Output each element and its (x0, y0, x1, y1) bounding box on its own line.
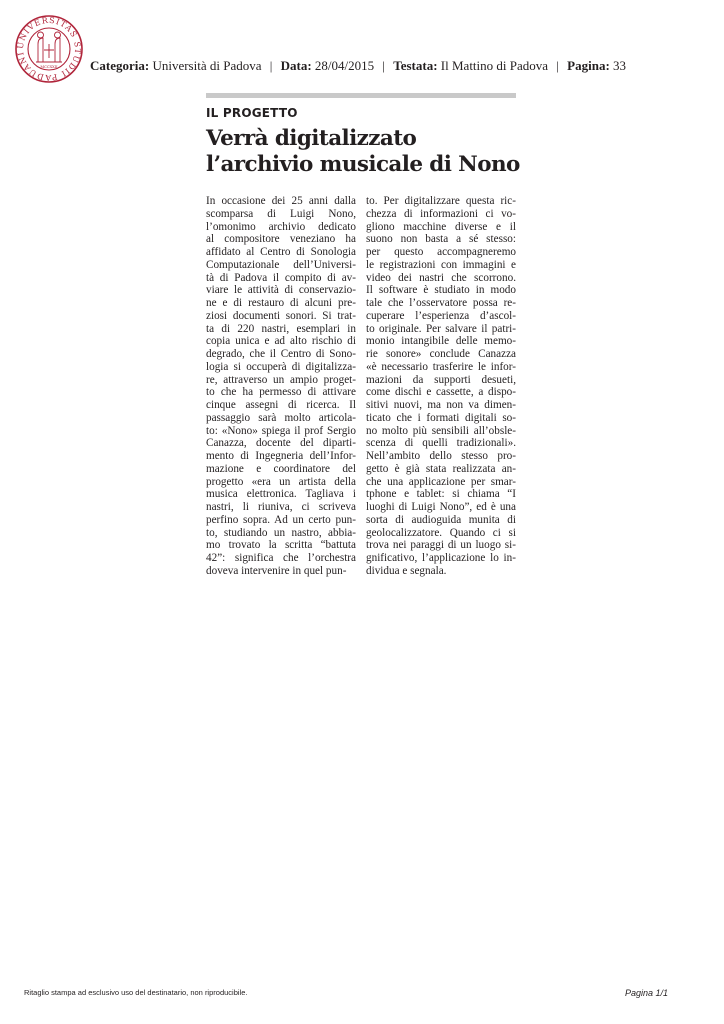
footer-disclaimer: Ritaglio stampa ad esclusivo uso del destinatario, non riproducibile. (24, 988, 248, 997)
body-text-line: rie sonore» conclude Canazza (366, 348, 516, 360)
body-text-line: In occasione dei 25 anni dalla (206, 195, 356, 207)
body-text-line: re, attraverso un ampio proget- (206, 373, 356, 386)
body-text-line: nastri, li riuniva, ci scriveva (206, 501, 356, 513)
body-text-line: mento di Ingegneria dell’Infor- (206, 450, 356, 462)
body-text-line: sorta di audioguida munita di (366, 513, 516, 526)
body-text-line: cuperare l’esperienza d’ascol- (366, 309, 516, 322)
body-column-right (366, 195, 516, 578)
body-text-line: 42”: significa che l’orchestra (206, 552, 356, 564)
body-text-line: video dei nastri che scorrono. (366, 271, 516, 284)
article-top-rule (206, 93, 516, 98)
body-text-line: dividua e segnala. (366, 564, 447, 577)
body-text-line: tale che l’osservatore possa re- (366, 297, 516, 309)
body-text-line: gnificativo, l’applicazione lo in- (366, 552, 516, 564)
body-text-line: copia unica e ad alto rischio di (206, 335, 356, 348)
body-text-line: doveva intervenire in quel pun- (206, 564, 347, 577)
body-text-line: getto è già stata realizzata an- (366, 462, 516, 475)
body-text-line: le registrazioni con immagini e (366, 258, 516, 271)
body-text-line: Canazza, docente del diparti- (206, 437, 356, 450)
body-text-line: logia si occuperà di digitalizza- (206, 360, 356, 373)
clipping-header (90, 58, 626, 74)
body-text-line: Il software è studiato in modo (366, 284, 516, 297)
body-text-line: come dischi e cassette, a dispo- (366, 386, 516, 399)
body-text-line: mazioni da supporti desueti, (366, 373, 516, 386)
data-value: 28/04/2015 (314, 58, 375, 73)
body-text-line: no molto più sensibili all’obsle- (366, 424, 516, 437)
body-text-line: al compositore veneziano ha (206, 233, 356, 246)
body-text-line: to che ha permesso di attivare (206, 386, 356, 399)
body-text-line: to: «Nono» spiega il prof Sergio (206, 424, 356, 437)
categoria-label: Categoria: (90, 58, 150, 73)
body-text-line: mo trovato la scritta “battuta (206, 539, 356, 552)
separator: | (269, 58, 273, 73)
svg-text:UNIVERSITAS STUDII PADUANI: UNIVERSITAS STUDII PADUANI (15, 15, 83, 83)
body-text-line: suono non basta a sé stesso: (366, 233, 516, 246)
body-text-line: ticato che i formati digitali so- (366, 411, 516, 424)
body-text-line: perfino sopra. Ad un certo pun- (206, 513, 356, 526)
testata-label: Testata: (393, 58, 438, 73)
body-text-line: Nell’ambito dello stesso pro- (366, 450, 516, 462)
body-text-line: geolocalizzatore. Quando ci si (366, 526, 516, 539)
svg-text:MCCXXII: MCCXXII (40, 65, 58, 69)
body-text-line: to, studiando un nastro, abbia- (206, 526, 356, 539)
body-text-line: che una applicazione per smar- (366, 475, 516, 488)
pagina-label: Pagina: (567, 58, 610, 73)
body-text-line: gliono macchine diverse e il (366, 220, 516, 233)
pagina-value: 33 (613, 58, 627, 73)
body-text-line: per questo accompagneremo (366, 246, 516, 258)
body-text-line: degrado, che il Centro di Sono- (206, 348, 356, 360)
testata-value: Il Mattino di Padova (440, 58, 549, 73)
university-seal-logo (14, 14, 84, 84)
categoria-value: Università di Padova (152, 58, 262, 73)
body-text-line: ta di 220 nastri, esemplari in (206, 322, 356, 335)
headline-line: l’archivio musicale di Nono (206, 152, 520, 177)
article (206, 93, 520, 577)
article-kicker: IL PROGETTO (206, 106, 298, 120)
body-text-line: viare le attività di conservazio- (206, 284, 356, 297)
body-text-line: trova nei paraggi di un luogo si- (366, 539, 516, 552)
body-text-line: affidato al Centro di Sonologia (206, 246, 356, 258)
body-column-left (206, 195, 356, 578)
body-text-line: cinque assegni di ricerca. Il (206, 399, 356, 411)
body-text-line: to originale. Per salvare il patri- (366, 322, 516, 335)
body-text-line: musica elettronica. Tagliava i (206, 488, 356, 501)
article-body (206, 195, 516, 578)
body-text-line: passaggio sarà molto articola- (206, 411, 356, 424)
body-text-line: l’omonimo archivio dedicato (206, 220, 356, 233)
headline-line: Verrà digitalizzato (206, 126, 417, 151)
body-text-line: progetto «era un artista della (206, 475, 356, 488)
body-text-line: ziosi documenti sonori. Si trat- (206, 309, 356, 322)
body-text-line: tà di Padova il compito di av- (206, 271, 356, 284)
body-text-line: tphone e tablet: si chiama “I (366, 488, 516, 501)
body-text-line: «è necessario trasferire le infor- (366, 360, 516, 373)
separator: | (382, 58, 385, 73)
footer-page-number: Pagina 1/1 (624, 988, 668, 998)
seal-icon (14, 14, 84, 84)
body-text-line: ne e di restauro di alcuni pre- (206, 297, 356, 309)
body-text-line: Computazionale dell’Universi- (206, 258, 356, 271)
article-headline (206, 126, 520, 178)
body-text-line: scenza di quelli tradizionali». (366, 437, 516, 450)
body-text-line: monio intangibile delle memo- (366, 335, 516, 348)
body-text-line: sitivi nuovi, ma non va dimen- (366, 399, 516, 411)
body-text-line: chezza di informazioni ci vo- (366, 207, 516, 220)
data-label: Data: (280, 58, 312, 73)
body-text-line: to. Per digitalizzare questa ric- (366, 195, 516, 207)
body-text-line: scomparsa di Luigi Nono, (206, 207, 356, 220)
separator: | (556, 58, 559, 73)
body-text-line: luoghi di Luigi Nono”, ed è una (366, 501, 516, 513)
body-text-line: mazione e coordinatore del (206, 462, 356, 475)
